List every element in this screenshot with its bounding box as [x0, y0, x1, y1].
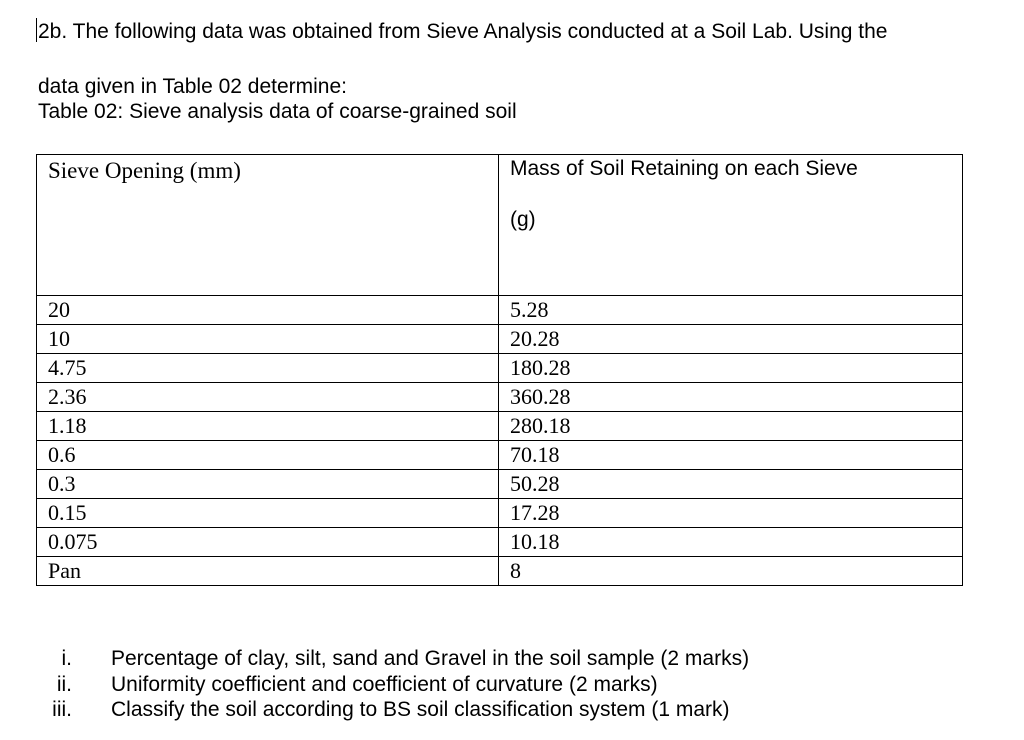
list-item-text: Percentage of clay, silt, sand and Gravel in the soil sample (2 marks) — [111, 647, 750, 670]
table-row — [37, 499, 963, 528]
header-sieve-opening-label: Sieve Opening (mm) — [48, 158, 241, 183]
list-item-number: iii. — [52, 698, 72, 721]
mass-retained-cell: 20.28 — [499, 325, 963, 354]
header-mass-retained — [499, 155, 963, 296]
sieve-opening-cell: 10 — [37, 325, 499, 354]
mass-retained-cell: 180.28 — [499, 354, 963, 383]
header-mass-unit: (g) — [510, 208, 536, 231]
list-item-number: ii. — [56, 672, 72, 696]
sieve-opening-cell: 0.3 — [37, 470, 499, 499]
mass-retained-cell: 360.28 — [499, 383, 963, 412]
sieve-opening-cell: 1.18 — [37, 412, 499, 441]
table-row — [37, 325, 963, 354]
sieve-analysis-table — [36, 154, 963, 586]
list-item — [38, 672, 658, 698]
list-item — [38, 697, 730, 723]
mass-retained-cell: 10.18 — [499, 528, 963, 557]
table-header-row — [37, 155, 963, 296]
sieve-opening-cell: 2.36 — [37, 383, 499, 412]
table-row — [37, 557, 963, 586]
sieve-opening-cell: 0.6 — [37, 441, 499, 470]
list-item — [38, 646, 750, 672]
question-list — [38, 646, 750, 723]
header-sieve-opening — [37, 155, 499, 296]
mass-retained-cell: 50.28 — [499, 470, 963, 499]
mass-retained-cell: 17.28 — [499, 499, 963, 528]
list-item-text: Uniformity coefficient and coefficient of curvature (2 marks) — [111, 672, 658, 696]
table-row — [37, 412, 963, 441]
table-row — [37, 441, 963, 470]
table-row — [37, 383, 963, 412]
table-caption: Table 02: Sieve analysis data of coarse-grained soil — [38, 100, 517, 123]
table-row — [37, 354, 963, 383]
sieve-opening-cell: 0.15 — [37, 499, 499, 528]
sieve-opening-cell: 4.75 — [37, 354, 499, 383]
header-mass-retained-label: Mass of Soil Retaining on each Sieve — [510, 157, 858, 180]
sieve-opening-cell: 20 — [37, 296, 499, 325]
list-item-number: i. — [61, 647, 72, 670]
sieve-opening-cell: Pan — [37, 557, 499, 586]
table-row — [37, 470, 963, 499]
mass-retained-cell: 70.18 — [499, 441, 963, 470]
list-item-text: Classify the soil according to BS soil classification system (1 mark) — [111, 698, 730, 721]
sieve-opening-cell: 0.075 — [37, 528, 499, 557]
question-instruction: data given in Table 02 determine: — [38, 75, 347, 98]
table-row — [37, 528, 963, 557]
mass-retained-cell: 280.18 — [499, 412, 963, 441]
table-row — [37, 296, 963, 325]
text-cursor — [36, 18, 37, 42]
mass-retained-cell: 8 — [499, 557, 963, 586]
mass-retained-cell: 5.28 — [499, 296, 963, 325]
question-heading: 2b. The following data was obtained from Sieve Analysis conducted at a Soil Lab. Using the — [38, 20, 888, 43]
